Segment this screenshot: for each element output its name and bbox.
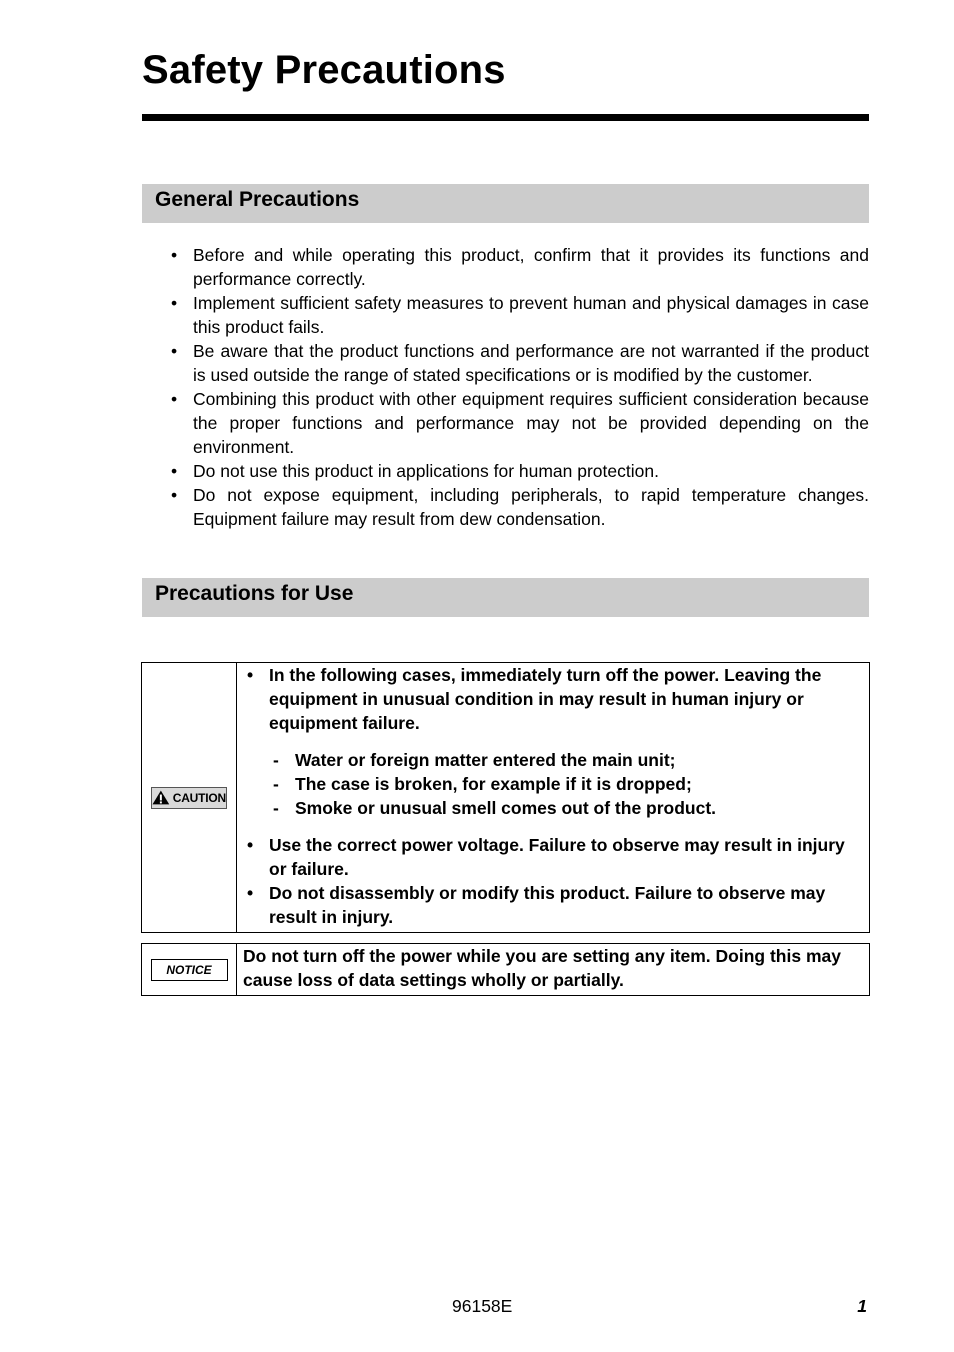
section-header-general <box>142 184 869 223</box>
sub-list-item: - Smoke or unusual smell comes out of the product. <box>273 798 717 818</box>
caution-sub-list <box>237 748 849 820</box>
caution-content <box>237 663 869 932</box>
dash: - <box>273 798 279 818</box>
section-heading-general: General Precautions <box>155 188 360 211</box>
bullet: • <box>171 293 178 313</box>
section-heading-use: Precautions for Use <box>155 582 354 605</box>
dash: - <box>273 750 279 770</box>
notice-text: Do not turn off the power while you are setting any item. Doing this may cause loss of data settings wholly or partially. <box>243 946 841 990</box>
list-item: • Combining this product with other equipment requires sufficient consideration because the proper functions and performance may not be provided depending on the environment. <box>171 389 869 457</box>
bullet: • <box>247 883 254 903</box>
bullet: • <box>171 341 178 361</box>
list-item: • Before and while operating this product, confirm that it provides its functions and performance correctly. <box>171 245 869 289</box>
page-number: 1 <box>857 1296 867 1316</box>
list-item: • Implement sufficient safety measures to prevent human and physical damages in case this product fails. <box>171 293 869 337</box>
general-precautions-list <box>142 243 869 531</box>
bullet: • <box>247 665 254 685</box>
list-item: • Do not use this product in applications for human protection. <box>171 461 659 481</box>
bullet: • <box>247 835 254 855</box>
caution-list-continued <box>237 833 849 929</box>
bullet: • <box>171 461 178 481</box>
caution-box <box>141 662 870 933</box>
list-item: • Do not disassembly or modify this product. Failure to observe may result in injury. <box>247 883 826 927</box>
page-title: Safety Precautions <box>142 48 506 92</box>
caution-badge <box>151 787 227 809</box>
notice-label-cell <box>142 944 237 995</box>
title-rule <box>142 114 869 121</box>
section-header-use <box>142 578 869 617</box>
caution-list <box>237 663 849 735</box>
list-item: • Be aware that the product functions and performance are not warranted if the product is used outside the range of stated specifications or is modified by the customer. <box>171 341 869 385</box>
caution-label: CAUTION <box>172 790 226 805</box>
warning-triangle-icon <box>152 790 170 805</box>
notice-badge: NOTICE <box>151 959 228 981</box>
list-item: • In the following cases, immediately turn off the power. Leaving the equipment in unusual condition in may result in human injury or equipment failure. <box>247 665 822 733</box>
list-item: • Use the correct power voltage. Failure to observe may result in injury or failure. <box>247 835 845 879</box>
document-code: 96158E <box>452 1296 513 1316</box>
caution-label-cell <box>142 663 237 932</box>
bullet: • <box>171 389 178 409</box>
sub-list-item: - Water or foreign matter entered the main unit; <box>273 750 676 770</box>
sub-list-item: - The case is broken, for example if it is dropped; <box>273 774 692 794</box>
dash: - <box>273 774 279 794</box>
list-item: • Do not expose equipment, including peripherals, to rapid temperature changes. Equipment failure may result from dew condensation. <box>171 485 869 529</box>
notice-box <box>141 943 870 996</box>
bullet: • <box>171 245 178 265</box>
bullet: • <box>171 485 178 505</box>
